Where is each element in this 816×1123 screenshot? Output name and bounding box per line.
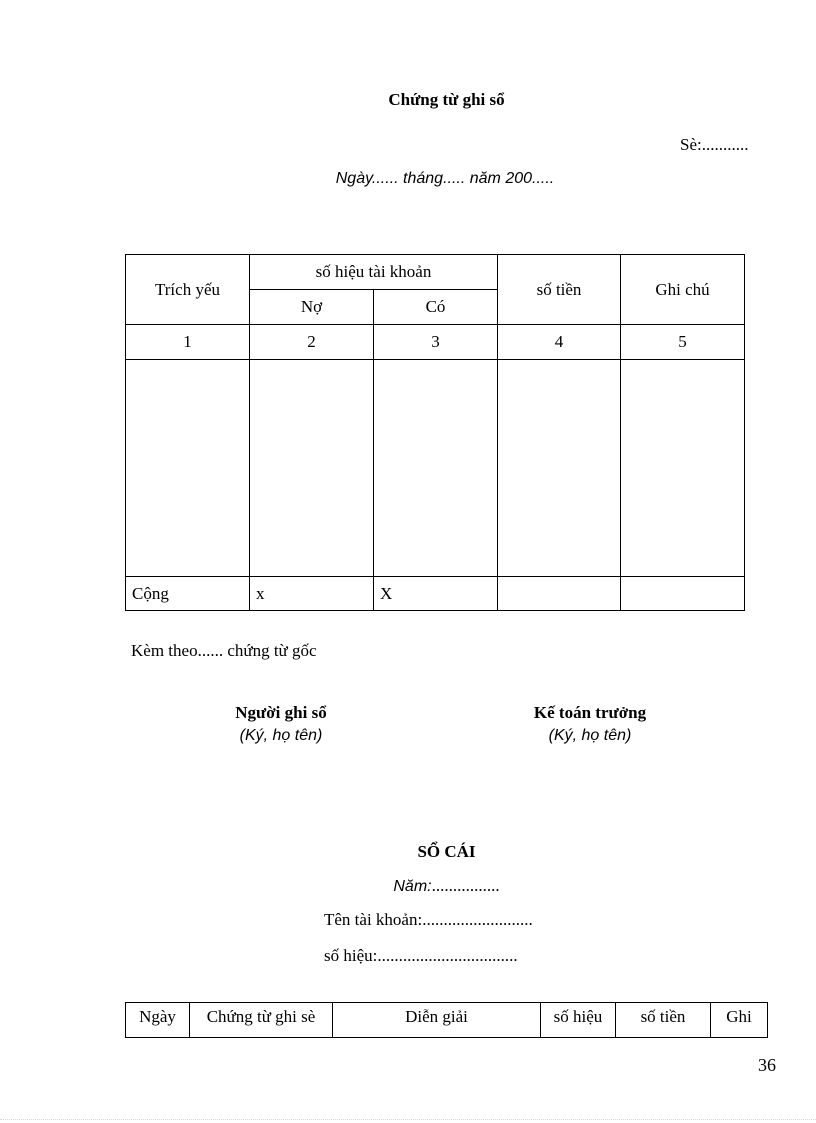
voucher-title: Chứng từ ghi sổ [388,90,505,109]
total-cell-so-tien [498,577,621,611]
ledger-year-line [0,876,816,896]
page-edge-divider [0,1119,816,1120]
ledger-header-so-hieu: số hiệu [541,1003,616,1038]
header-co: Có [374,290,498,325]
index-cell: 3 [374,325,498,360]
body-cell [621,360,745,577]
ledger-header-row [126,1003,768,1038]
ledger-account-number: số hiệu:................................. [324,946,518,965]
ledger-table [125,1002,768,1038]
index-cell: 2 [250,325,374,360]
total-row [126,577,745,611]
body-cell [498,360,621,577]
header-no: Nợ [250,290,374,325]
body-row [126,360,745,577]
ledger-header-ngay: Ngày [126,1003,190,1038]
body-cell [126,360,250,577]
page-number: 36 [758,1055,776,1075]
index-cell: 5 [621,325,745,360]
voucher-date-line: Ngày...... tháng..... năm 200..... [335,170,555,187]
ledger-header-chung-tu: Chứng từ ghi sè [190,1003,333,1038]
attached-documents-line: Kèm theo...... chứng từ gốc [131,641,317,660]
index-row [126,325,745,360]
total-cell-ghi-chu [621,577,745,611]
header-ghi-chu: Ghi chú [621,255,745,325]
ledger-title: SỔ CÁI [417,842,476,861]
signer-right-title: Kế toán trưởng [533,703,647,722]
index-cell: 1 [126,325,250,360]
signer-left-note: (Ký, họ tên) [239,727,323,744]
ledger-account-name: Tên tài khoản:.......................... [324,910,533,929]
header-so-hieu-tai-khoan: số hiệu tài khoản [250,255,498,290]
voucher-table [125,254,745,611]
total-label: Cộng [126,577,250,611]
ledger-header-dien-giai: Diễn giải [333,1003,541,1038]
ledger-year-label: Năm: [393,878,432,895]
ledger-header-so-tien: số tiền [616,1003,711,1038]
total-cell-co: X [374,577,498,611]
ledger-header-ghi: Ghi [711,1003,768,1038]
total-cell-no: x [250,577,374,611]
signer-left-title: Người ghi sổ [235,703,327,722]
header-trich-yeu: Trích yếu [126,255,250,325]
body-cell [374,360,498,577]
body-cell [250,360,374,577]
header-so-tien: số tiền [498,255,621,325]
voucher-number: Sè:........... [680,135,749,154]
ledger-year-dots: ................ [431,876,500,895]
signer-right-note: (Ký, họ tên) [548,727,632,744]
index-cell: 4 [498,325,621,360]
